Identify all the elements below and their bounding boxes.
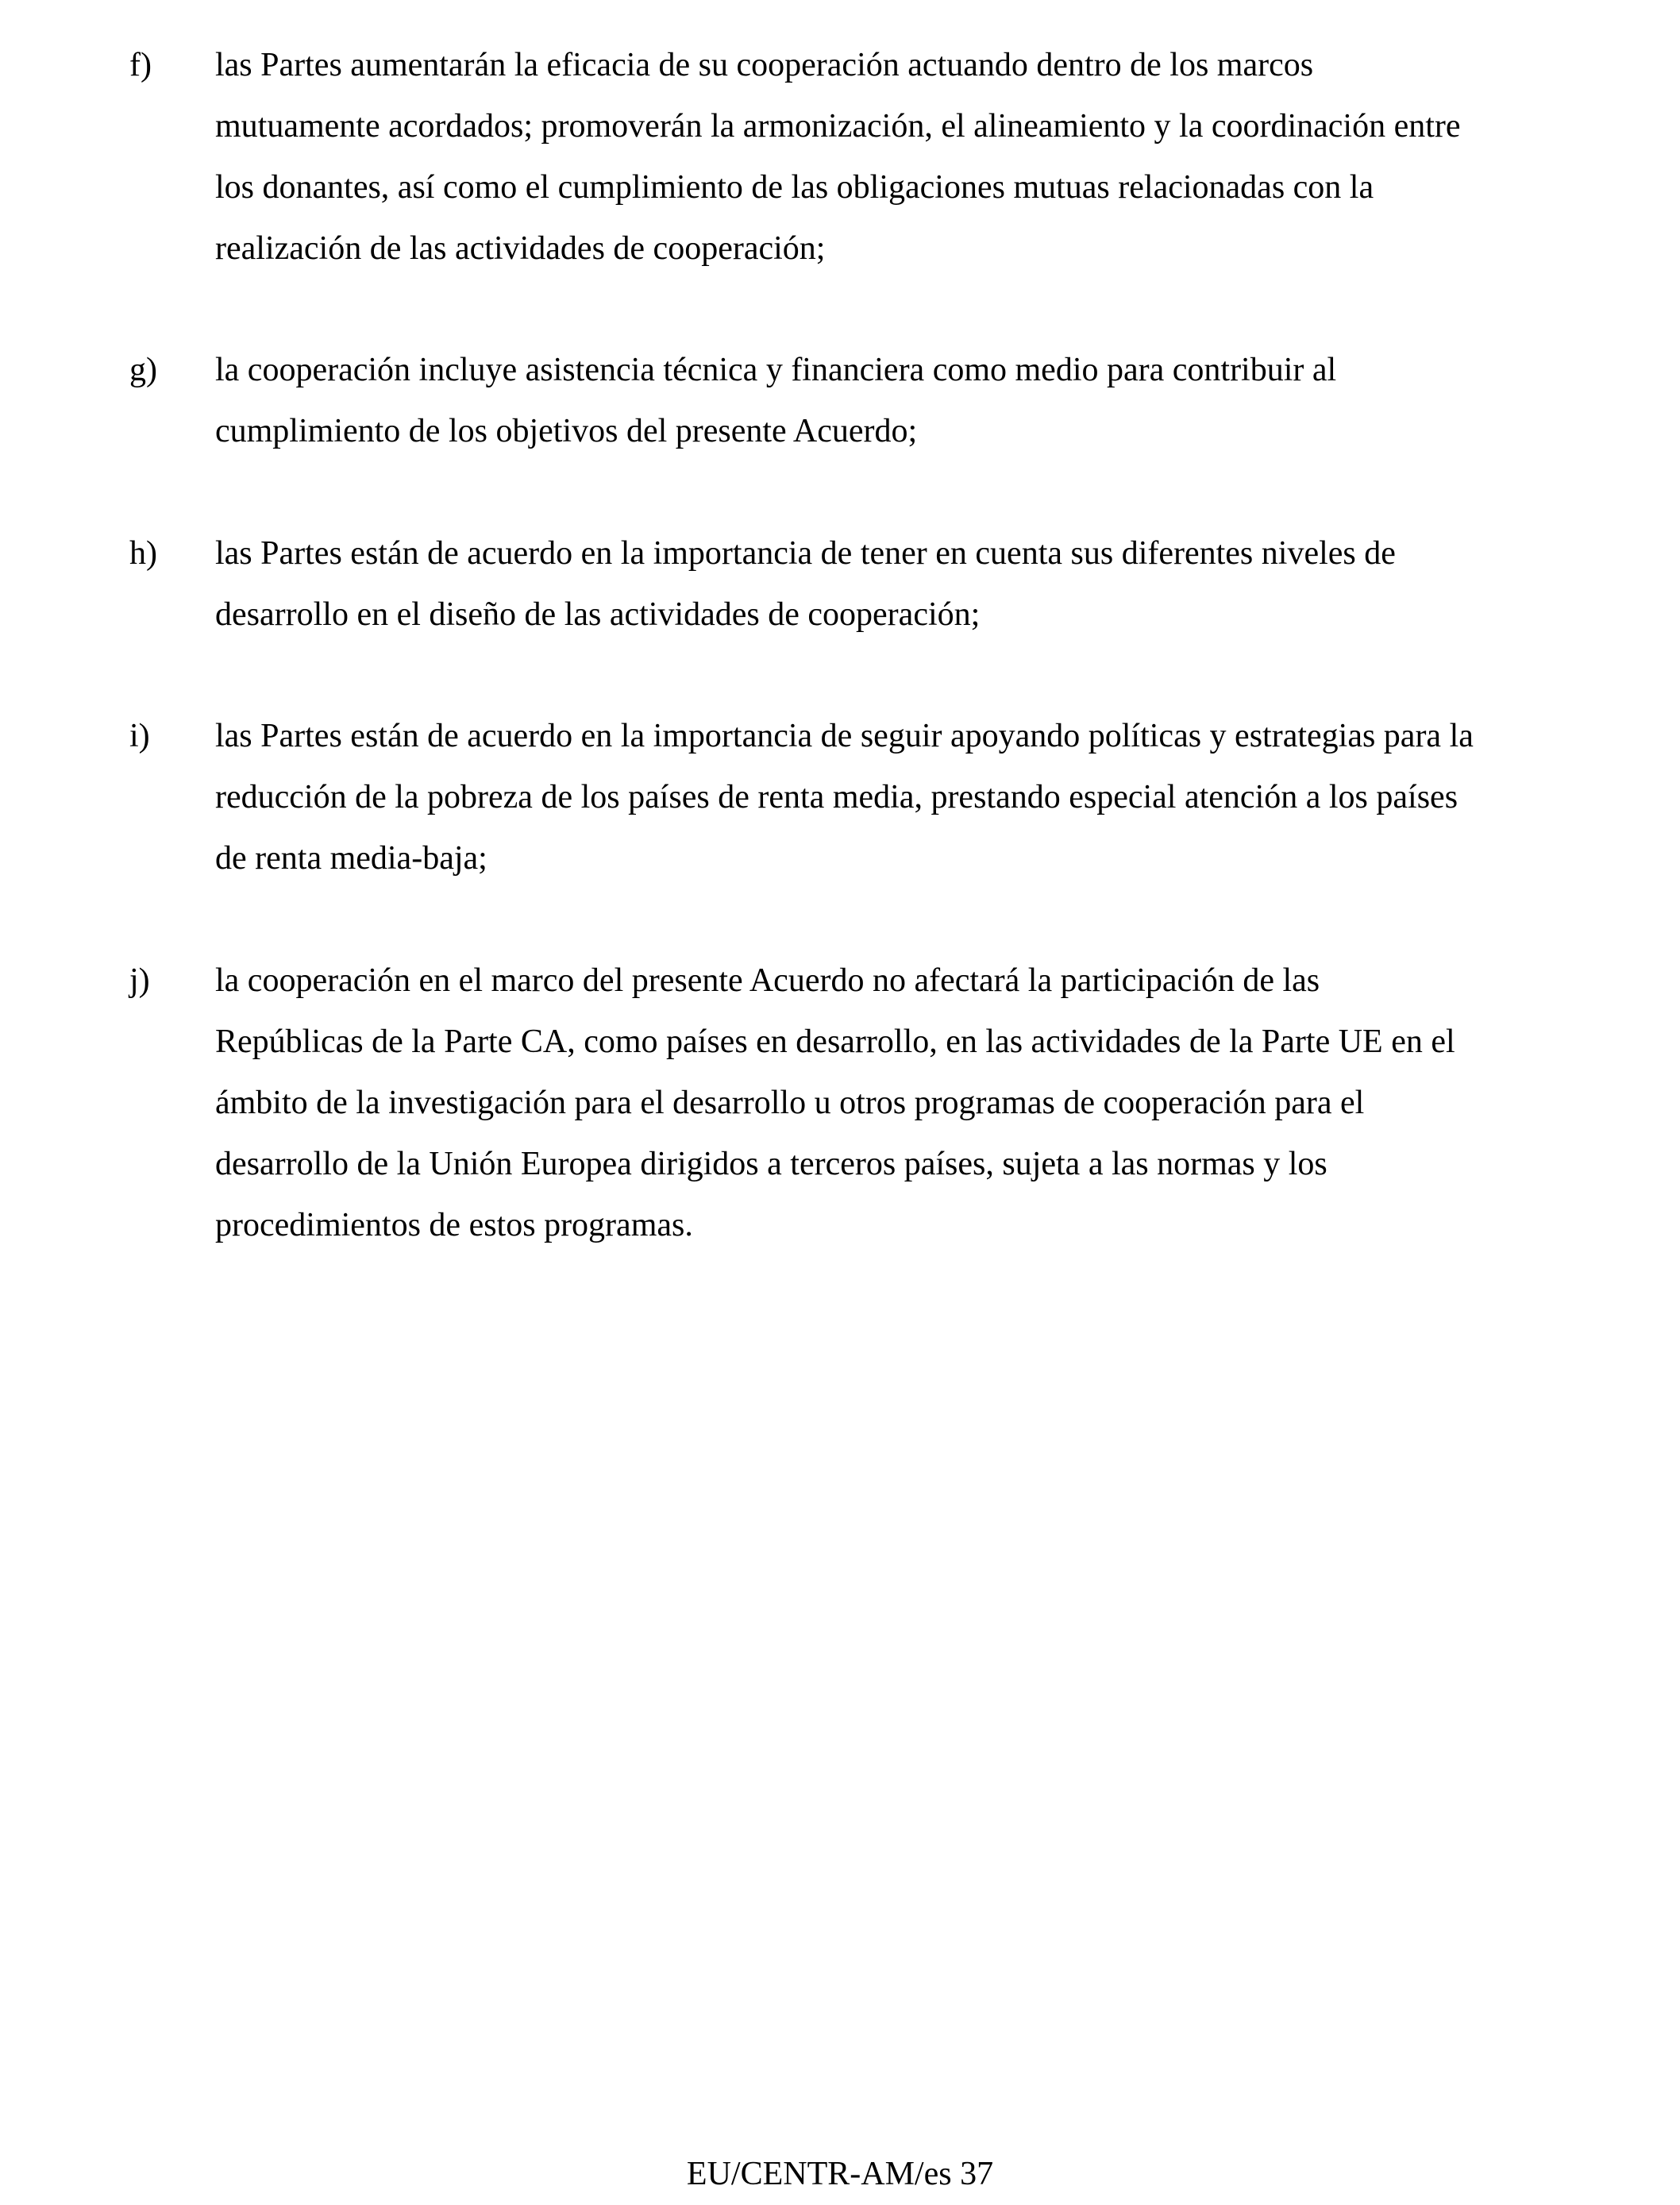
clause-text xyxy=(215,950,1644,1256)
page-footer-reference: EU/CENTR-AM/es 37 xyxy=(686,2156,994,2192)
text-line: la cooperación en el marco del presente Acuerdo no afectará la participación de las xyxy=(215,962,1320,999)
text-line: realización de las actividades de cooperación; xyxy=(215,230,826,267)
text-line: mutuamente acordados; promoverán la armonización, el alineamiento y la coordinación entre xyxy=(215,108,1461,145)
text-line: ámbito de la investigación para el desarrollo u otros programas de cooperación para el xyxy=(215,1085,1365,1121)
clause-text xyxy=(215,706,1644,889)
clause-letter: f) xyxy=(129,47,152,83)
clause-letter: h) xyxy=(129,535,157,572)
text-line: la cooperación incluye asistencia técnica y financiera como medio para contribuir al xyxy=(215,352,1337,388)
clause-letter: g) xyxy=(129,352,157,388)
text-line: las Partes aumentarán la eficacia de su cooperación actuando dentro de los marcos xyxy=(215,47,1314,83)
text-line: desarrollo en el diseño de las actividades de cooperación; xyxy=(215,596,981,633)
text-line: reducción de la pobreza de los países de renta media, prestando especial atención a los países xyxy=(215,779,1458,815)
clause-text xyxy=(215,35,1644,279)
text-line: los donantes, así como el cumplimiento de las obligaciones mutuas relacionadas con la xyxy=(215,169,1374,206)
clause-text xyxy=(215,523,1644,646)
text-line: las Partes están de acuerdo en la importancia de seguir apoyando políticas y estrategias para la xyxy=(215,718,1474,754)
text-line: desarrollo de la Unión Europea dirigidos a terceros países, sujeta a las normas y los xyxy=(215,1146,1327,1182)
clause-letter: j) xyxy=(129,962,150,999)
text-line: procedimientos de estos programas. xyxy=(215,1207,693,1243)
clause-letter: i) xyxy=(129,718,150,754)
clause-text xyxy=(215,340,1644,462)
text-line: de renta media-baja; xyxy=(215,840,487,877)
text-line: Repúblicas de la Parte CA, como países en desarrollo, en las actividades de la Parte UE en el xyxy=(215,1023,1455,1060)
text-line: cumplimiento de los objetivos del presente Acuerdo; xyxy=(215,413,918,449)
text-line: las Partes están de acuerdo en la importancia de tener en cuenta sus diferentes niveles de xyxy=(215,535,1396,572)
